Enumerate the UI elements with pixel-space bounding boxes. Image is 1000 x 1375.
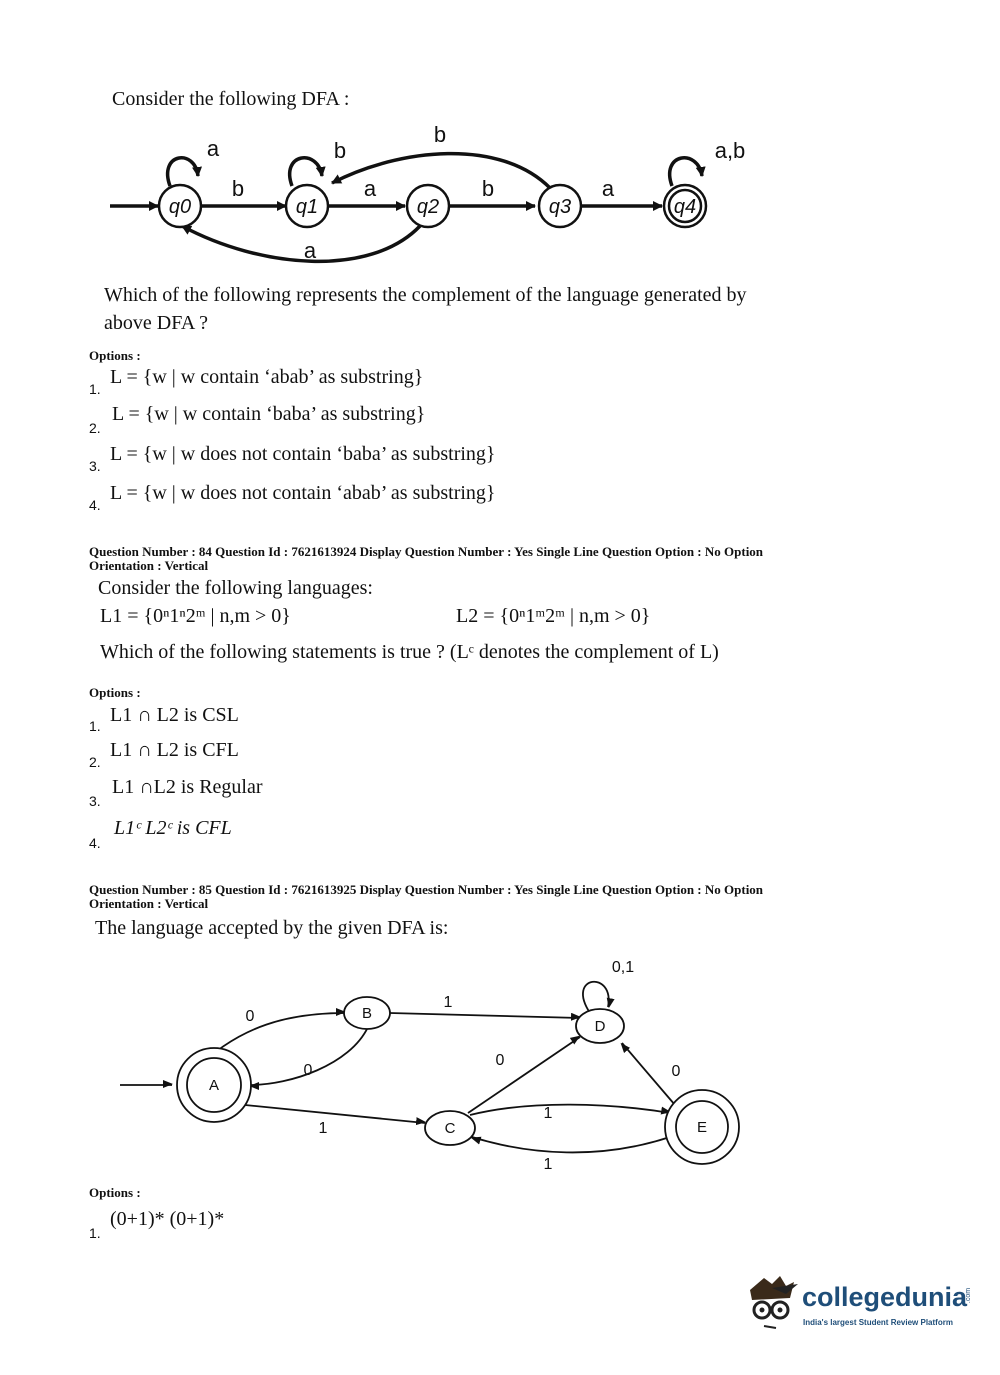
logo-tagline: India's largest Student Review Platform <box>803 1318 953 1327</box>
q84-option-1[interactable]: L1 ∩ L2 is CSL <box>110 704 239 726</box>
dfa1-label-q1-q2: a <box>363 176 377 201</box>
logo-suffix: .com <box>965 1287 973 1304</box>
q84-l1: L1 = {0ⁿ1ⁿ2ᵐ | n,m > 0} <box>100 605 291 627</box>
dfa2-loop-d <box>583 982 609 1013</box>
logo-wordmark: collegedunia <box>802 1282 968 1312</box>
q85-meta-line2: Orientation : Vertical <box>89 896 209 911</box>
q84-option-4[interactable]: L1ᶜ L2ᶜ is CFL <box>114 817 232 839</box>
q83-option-1-num: 1. <box>89 381 101 397</box>
q85-options-label: Options : <box>89 1185 141 1200</box>
q84-question: Which of the following statements is true ? (Lᶜ denotes the complement of L) <box>100 641 719 663</box>
dfa2-label-loop-d: 0,1 <box>611 959 635 976</box>
q84-option-2-num: 2. <box>89 754 101 770</box>
dfa1-label-q2-q3: b <box>481 176 495 201</box>
dfa2-edge-c-d <box>468 1037 580 1113</box>
dfa2-label-a-b: 0 <box>245 1008 255 1025</box>
dfa2-c-label: C <box>444 1120 456 1137</box>
dfa2-edge-e-d <box>622 1043 675 1105</box>
dfa2-label-c-d: 0 <box>495 1052 505 1069</box>
q85-option-1-num: 1. <box>89 1225 101 1241</box>
dfa1-label-loop-q1: b <box>333 138 347 163</box>
dfa2-label-c-e: 1 <box>543 1105 553 1122</box>
dfa1-label-q3-q4: a <box>601 176 615 201</box>
q84-meta-line2: Orientation : Vertical <box>89 558 209 573</box>
q83-options-label: Options : <box>89 348 141 363</box>
q83-option-1[interactable]: L = {w | w contain ‘abab’ as substring} <box>110 366 424 388</box>
dfa2-label-e-d: 0 <box>671 1063 681 1080</box>
dfa2-edge-c-e <box>470 1105 670 1115</box>
logo-mascot-icon <box>742 1272 800 1334</box>
dfa1-label-q2-q0: a <box>303 238 317 263</box>
collegedunia-logo <box>742 1270 972 1340</box>
q83-option-4[interactable]: L = {w | w does not contain ‘abab’ as substring} <box>110 482 496 504</box>
dfa1-edge-q2-q0 <box>182 226 420 261</box>
q84-options-label: Options : <box>89 685 141 700</box>
dfa1-label-q0-q1: b <box>231 176 245 201</box>
dfa1-loop-q0 <box>168 158 198 186</box>
q83-option-2[interactable]: L = {w | w contain ‘baba’ as substring} <box>112 403 426 425</box>
dfa1-q2-label: q2 <box>416 196 440 218</box>
q83-option-2-num: 2. <box>89 420 101 436</box>
dfa2-edge-e-c <box>472 1137 670 1152</box>
q84-intro: Consider the following languages: <box>98 577 373 599</box>
dfa1-label-loop-q0: a <box>206 136 220 161</box>
dfa2-label-b-a: 0 <box>303 1062 313 1079</box>
q84-option-4-num: 4. <box>89 835 101 851</box>
q85-question: The language accepted by the given DFA is: <box>95 917 449 939</box>
dfa-diagram-2 <box>110 955 760 1180</box>
dfa2-label-e-c: 1 <box>543 1156 553 1173</box>
dfa2-a-label: A <box>208 1077 220 1094</box>
dfa2-edge-b-d <box>390 1013 580 1018</box>
dfa2-d-label: D <box>594 1018 606 1035</box>
dfa2-b-label: B <box>361 1005 373 1022</box>
q85-meta-line1: Question Number : 85 Question Id : 7621613925 Display Question Number : Yes Single Line Question Option : No Option <box>89 882 764 897</box>
q84-option-2[interactable]: L1 ∩ L2 is CFL <box>110 739 239 761</box>
dfa1-loop-q4 <box>670 158 702 186</box>
q84-meta-line1: Question Number : 84 Question Id : 7621613924 Display Question Number : Yes Single Line Question Option : No Option <box>89 544 764 559</box>
q84-option-3[interactable]: L1 ∩L2 is Regular <box>112 776 263 798</box>
q83-question-line2: above DFA ? <box>104 312 209 334</box>
dfa2-label-b-d: 1 <box>443 994 453 1011</box>
q85-option-1[interactable]: (0+1)* (0+1)* <box>110 1208 225 1230</box>
dfa1-label-loop-q4: a,b <box>714 138 746 163</box>
q83-intro: Consider the following DFA : <box>112 88 350 110</box>
dfa1-q1-label: q1 <box>295 196 319 218</box>
q83-question-line1: Which of the following represents the complement of the language generated by <box>104 284 747 306</box>
dfa-diagram-1 <box>100 118 760 273</box>
q84-option-1-num: 1. <box>89 718 101 734</box>
q83-option-3[interactable]: L = {w | w does not contain ‘baba’ as substring} <box>110 443 496 465</box>
dfa1-q3-label: q3 <box>548 196 572 218</box>
dfa2-edge-a-c <box>245 1105 425 1123</box>
dfa1-q4-label: q4 <box>673 196 697 218</box>
dfa1-label-q3-q1: b <box>433 122 447 147</box>
q84-option-3-num: 3. <box>89 793 101 809</box>
dfa1-q0-label: q0 <box>168 196 192 218</box>
dfa2-label-a-c: 1 <box>318 1120 328 1137</box>
q83-option-3-num: 3. <box>89 458 101 474</box>
dfa1-loop-q1 <box>290 158 322 186</box>
dfa2-e-label: E <box>696 1119 708 1136</box>
q83-option-4-num: 4. <box>89 497 101 513</box>
q84-l2: L2 = {0ⁿ1ᵐ2ᵐ | n,m > 0} <box>456 605 651 627</box>
